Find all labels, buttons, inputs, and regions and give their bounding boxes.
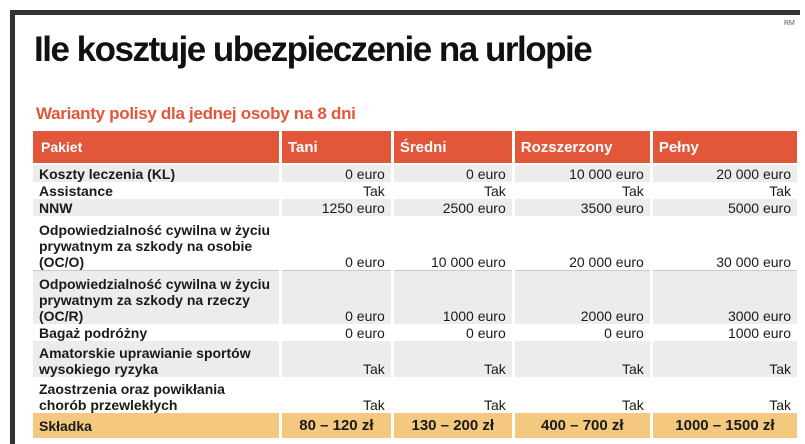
- row-label: Odpowiedzialność cywilna w życiu prywatnym za szkody na osobie (OC/O): [33, 216, 279, 270]
- cell-value: 1000 euro: [653, 324, 797, 341]
- cell-value: 1000 euro: [394, 270, 512, 324]
- table-row: [33, 199, 797, 216]
- table-row: [33, 377, 797, 413]
- cell-value: Tak: [653, 377, 797, 413]
- row-label: Zaostrzenia oraz powikłania chorób przewlekłych: [33, 377, 279, 413]
- cell-value: 5000 euro: [653, 199, 797, 216]
- cell-value: 3000 euro: [653, 270, 797, 324]
- cell-value: Tak: [515, 341, 650, 377]
- frame-left-bar: [10, 10, 15, 444]
- cell-value: 0 euro: [394, 165, 512, 182]
- cell-value: 0 euro: [394, 324, 512, 341]
- total-row: [33, 413, 797, 438]
- column-header-rozszerzony: Rozszerzony: [515, 131, 650, 163]
- total-value: 130 – 200 zł: [394, 413, 512, 438]
- cell-value: Tak: [394, 341, 512, 377]
- table-row: [33, 165, 797, 182]
- table-row: [33, 270, 797, 324]
- cell-value: Tak: [282, 182, 391, 199]
- source-tag: RM: [784, 20, 795, 27]
- total-value: 80 – 120 zł: [282, 413, 391, 438]
- cell-value: 0 euro: [515, 324, 650, 341]
- table-row: [33, 341, 797, 377]
- table-row: [33, 324, 797, 341]
- cell-value: Tak: [653, 341, 797, 377]
- header-row: [33, 131, 797, 163]
- cell-value: 0 euro: [282, 270, 391, 324]
- row-label: Amatorskie uprawianie sportów wysokiego ryzyka: [33, 341, 279, 377]
- cell-value: 20 000 euro: [653, 165, 797, 182]
- cell-value: 20 000 euro: [515, 216, 650, 270]
- page-title: Ile kosztuje ubezpieczenie na urlopie: [34, 30, 592, 69]
- row-label: Bagaż podróżny: [33, 324, 279, 341]
- cell-value: 0 euro: [282, 324, 391, 341]
- insurance-table: [30, 131, 800, 438]
- cell-value: 1250 euro: [282, 199, 391, 216]
- cell-value: 30 000 euro: [653, 216, 797, 270]
- cell-value: Tak: [282, 377, 391, 413]
- table-row: [33, 182, 797, 199]
- table-row: [33, 216, 797, 270]
- column-header-pelny: Pełny: [653, 131, 797, 163]
- total-value: 400 – 700 zł: [515, 413, 650, 438]
- cell-value: 2000 euro: [515, 270, 650, 324]
- cell-value: Tak: [515, 377, 650, 413]
- frame-top-bar: [10, 10, 800, 15]
- row-label: NNW: [33, 199, 279, 216]
- cell-value: 3500 euro: [515, 199, 650, 216]
- row-label: Koszty leczenia (KL): [33, 165, 279, 182]
- cell-value: 10 000 euro: [394, 216, 512, 270]
- cell-value: Tak: [394, 182, 512, 199]
- column-header-sredni: Średni: [394, 131, 512, 163]
- column-header-package: Pakiet: [33, 131, 279, 163]
- cell-value: Tak: [653, 182, 797, 199]
- row-label: Odpowiedzialność cywilna w życiu prywatnym za szkody na rzeczy (OC/R): [33, 270, 279, 324]
- table-subtitle: Warianty polisy dla jednej osoby na 8 dni: [36, 104, 356, 123]
- cell-value: 0 euro: [282, 216, 391, 270]
- total-label: Składka: [33, 413, 279, 438]
- cell-value: 2500 euro: [394, 199, 512, 216]
- cell-value: 0 euro: [282, 165, 391, 182]
- cell-value: Tak: [515, 182, 650, 199]
- total-value: 1000 – 1500 zł: [653, 413, 797, 438]
- cell-value: Tak: [282, 341, 391, 377]
- cell-value: 10 000 euro: [515, 165, 650, 182]
- cell-value: Tak: [394, 377, 512, 413]
- column-header-tani: Tani: [282, 131, 391, 163]
- row-label: Assistance: [33, 182, 279, 199]
